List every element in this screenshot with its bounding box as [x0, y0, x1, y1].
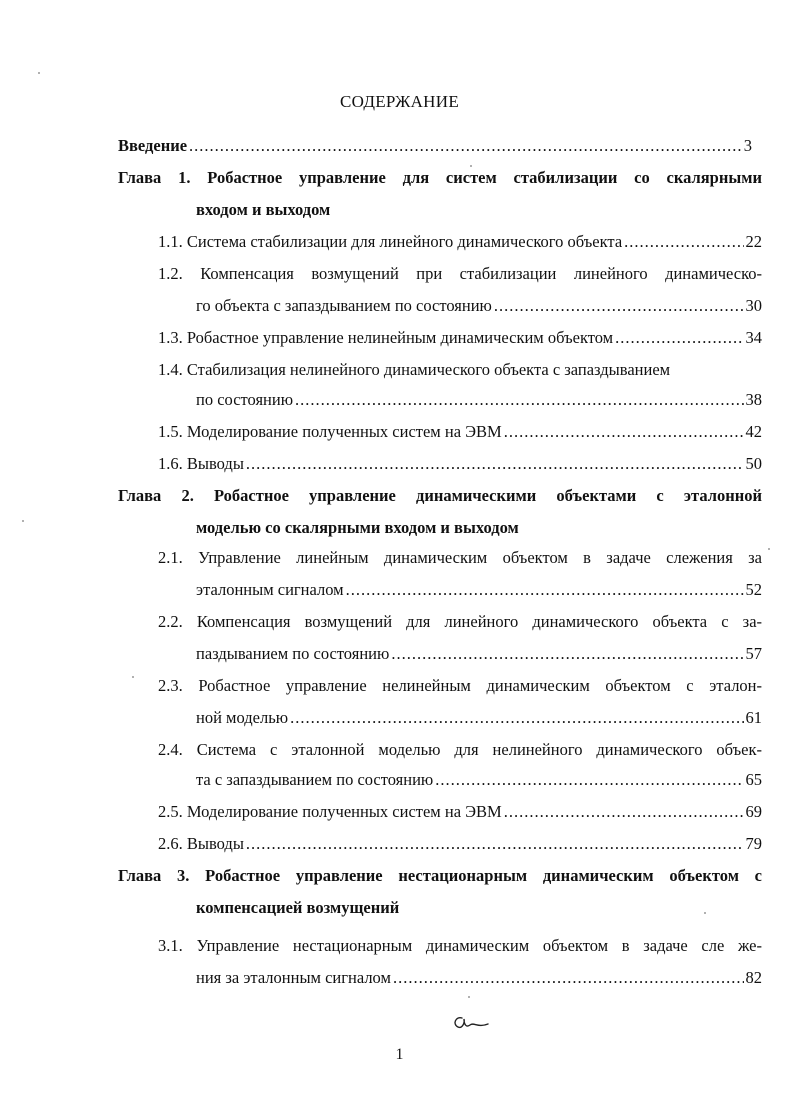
toc-entry-label: Введение	[118, 136, 188, 155]
toc-entry-page: 30	[745, 296, 762, 315]
chapter-heading: Глава 3. Робастное управление нестационарным динамическим объектом с	[118, 866, 762, 885]
chapter-heading-cont: моделью со скалярными входом и выходом	[196, 518, 519, 537]
toc-entry: 1.3. Робастное управление нелинейным динамическим объектом ..... 34	[158, 328, 762, 348]
toc-entry: 1.6. Выводы ..... 50	[158, 454, 762, 474]
handwritten-initial-mark	[448, 1008, 496, 1036]
toc-entry: 1.5. Моделирование полученных систем на ЭВМ ..... 42	[158, 422, 762, 442]
toc-entry: 2.5. Моделирование полученных систем на ЭВМ ..... 69	[158, 802, 762, 822]
toc-entry: 2.1. Управление линейным динамическим объектом в задаче слежения за	[158, 548, 762, 567]
toc-entry-page: 42	[745, 422, 762, 441]
page-number: 1	[395, 1046, 404, 1063]
chapter-heading: Глава 2. Робастное управление динамическими объектами с эталонной	[118, 486, 762, 505]
toc-entry-page: 22	[745, 232, 762, 251]
scan-speck	[132, 676, 134, 678]
toc-entry: 1.2. Компенсация возмущений при стабилизации линейного динамическо-	[158, 264, 763, 283]
toc-entry: 1.4. Стабилизация нелинейного динамического объекта с запаздыванием	[158, 360, 671, 379]
scan-speck	[38, 72, 40, 74]
scan-speck	[468, 996, 470, 998]
chapter-heading-cont: компенсацией возмущений	[196, 898, 400, 917]
toc-entry-page: 82	[745, 968, 762, 987]
toc-entry-cont: эталонным сигналом ..... 52	[196, 580, 762, 600]
toc-entry-page: 61	[745, 708, 762, 727]
scan-speck	[704, 912, 706, 914]
toc-entry-cont: ния за эталонным сигналом ..... 82	[196, 968, 762, 988]
toc-entry: 2.6. Выводы ..... 79	[158, 834, 762, 854]
toc-entry-page: 3	[743, 136, 752, 155]
toc-entry-page: 34	[745, 328, 762, 347]
toc-entry: 1.1. Система стабилизации для линейного динамического объекта ..... 22	[158, 232, 762, 252]
toc-entry: 2.3. Робастное управление нелинейным динамическим объектом с эталон-	[158, 676, 763, 695]
toc-entry-cont: та с запаздыванием по состоянию ..... 65	[196, 770, 762, 790]
toc-entry-page: 38	[745, 390, 762, 409]
toc-entry-page: 57	[745, 644, 762, 663]
page-title: СОДЕРЖАНИЕ	[339, 92, 460, 111]
toc-entry-page: 69	[745, 802, 762, 821]
toc-entry-cont: го объекта с запаздыванием по состоянию ..... 30	[196, 296, 762, 316]
scan-speck	[470, 165, 472, 167]
scan-speck	[768, 548, 770, 550]
chapter-heading: Глава 1. Робастное управление для систем стабилизации со скалярными	[118, 168, 762, 187]
toc-entry-page: 52	[745, 580, 762, 599]
scan-speck	[22, 520, 24, 522]
toc-entry: 2.4. Система с эталонной моделью для нелинейного динамического объек-	[158, 740, 762, 759]
toc-entry-intro	[118, 136, 752, 156]
toc-entry: 2.2. Компенсация возмущений для линейного динамического объекта с за-	[158, 612, 763, 631]
toc-entry-page: 79	[745, 834, 762, 853]
chapter-heading-cont: входом и выходом	[196, 200, 331, 219]
toc-entry-page: 65	[745, 770, 762, 789]
toc-entry-cont: по состоянию ..... 38	[196, 390, 762, 410]
toc-entry-cont: ной моделью ..... 61	[196, 708, 762, 728]
toc-entry-cont: паздыванием по состоянию ..... 57	[196, 644, 762, 664]
toc-entry: 3.1. Управление нестационарным динамическим объектом в задаче сле же-	[158, 936, 762, 955]
toc-entry-page: 50	[745, 454, 762, 473]
